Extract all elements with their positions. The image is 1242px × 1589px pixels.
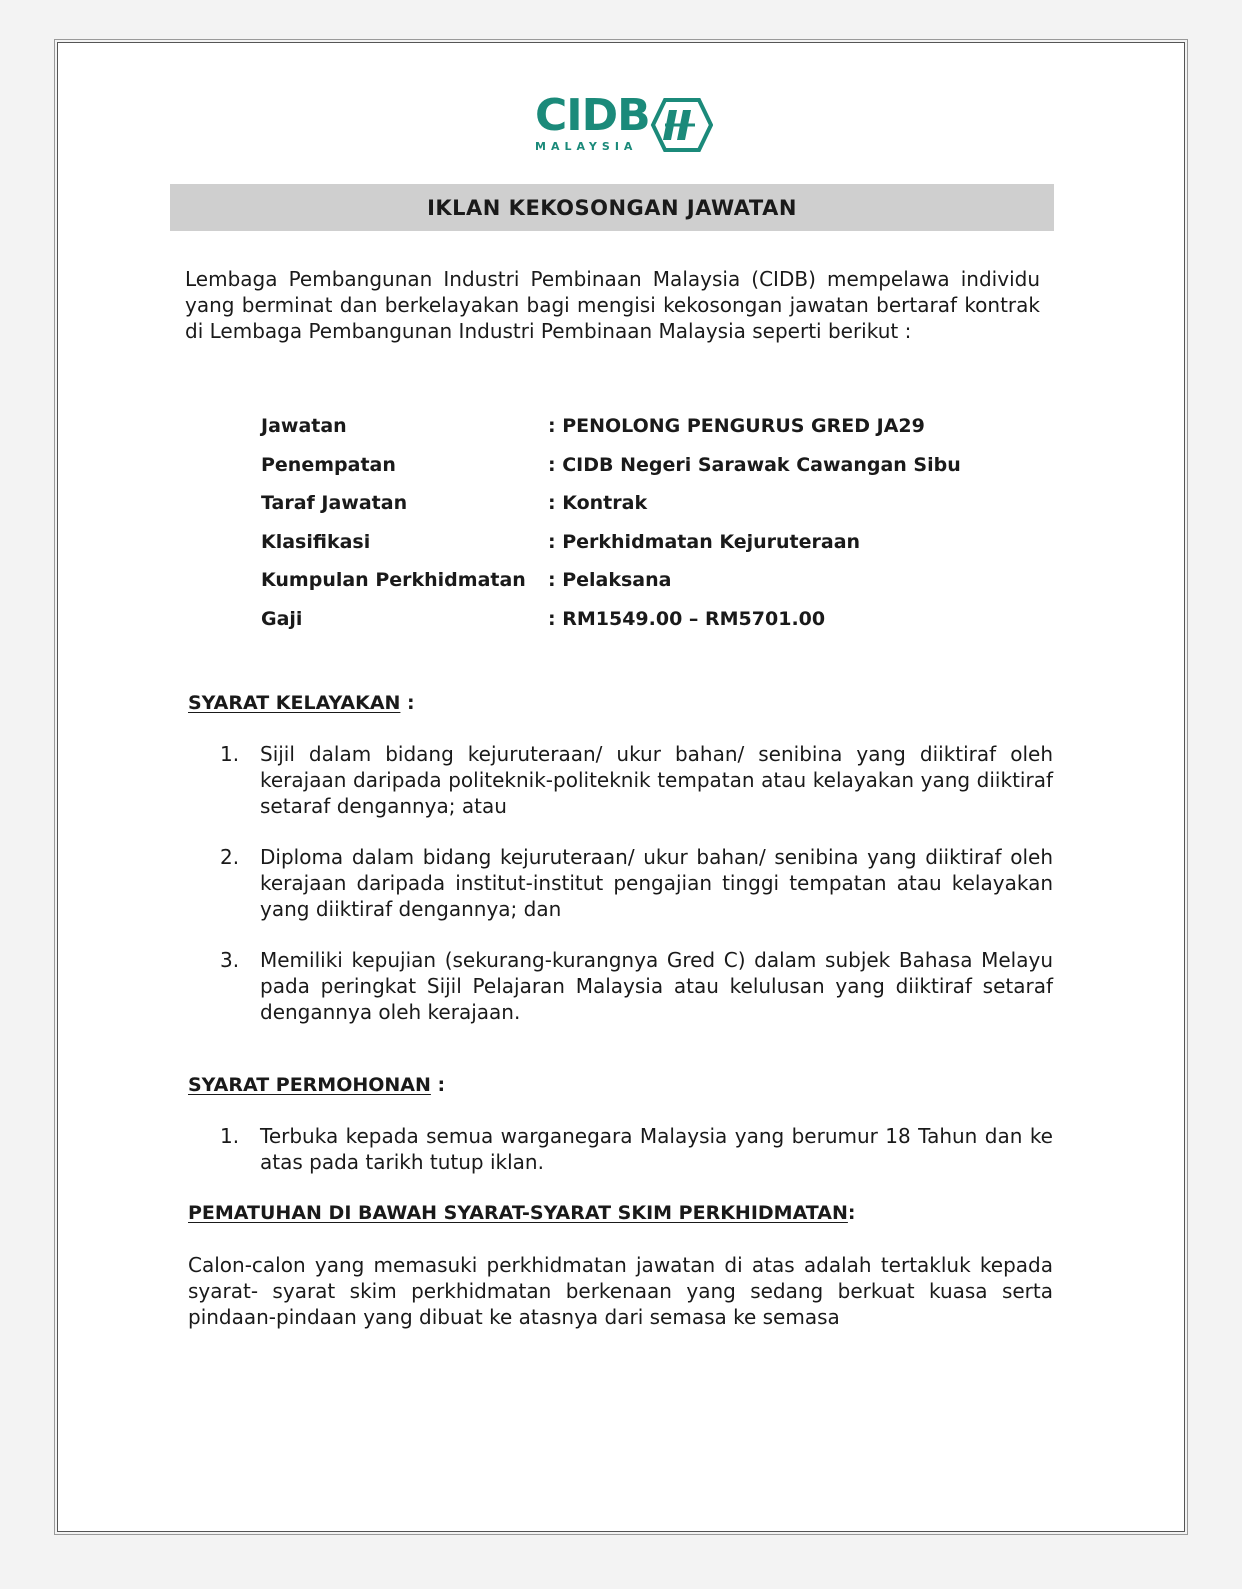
list-number: 2. bbox=[220, 845, 240, 869]
syarat-kelayakan-heading bbox=[188, 690, 415, 716]
detail-row-gaji bbox=[261, 606, 1021, 645]
list-text: Memiliki kepujian (sekurang-kurangnya Gred C) dalam subjek Bahasa Melayu pada peringkat Sijil Pelajaran Malaysia atau kelulusan yang diiktiraf setaraf dengannya oleh kerajaan. bbox=[260, 948, 1053, 1024]
detail-value: : Kontrak bbox=[548, 492, 648, 514]
pematuhan-paragraph: Calon-calon yang memasuki perkhidmatan jawatan di atas adalah tertakluk kepada syarat- syarat skim perkhidmatan berkenaan yang sedang berkuat kuasa serta pindaan-pindaan yang dibuat ke atasnya dari semasa ke semasa bbox=[188, 1253, 1053, 1329]
detail-label: Penempatan bbox=[261, 453, 396, 476]
list-text: Terbuka kepada semua warganegara Malaysia yang berumur 18 Tahun dan ke atas pada tarikh tutup iklan. bbox=[260, 1124, 1053, 1174]
detail-label: Klasifikasi bbox=[261, 530, 371, 553]
job-details-table bbox=[261, 413, 1021, 644]
pematuhan-heading bbox=[188, 1200, 856, 1226]
logo-name: CIDB bbox=[535, 90, 650, 141]
detail-value: : Pelaksana bbox=[548, 569, 672, 591]
detail-row-penempatan bbox=[261, 452, 1021, 491]
detail-value: : Perkhidmatan Kejuruteraan bbox=[548, 530, 861, 553]
detail-value: : PENOLONG PENGURUS GRED JA29 bbox=[548, 415, 925, 437]
detail-label: Kumpulan Perkhidmatan bbox=[261, 569, 526, 591]
syarat-permohonan-list bbox=[220, 1123, 1053, 1175]
detail-label: Jawatan bbox=[261, 415, 347, 437]
cidb-logo bbox=[535, 92, 715, 158]
list-item bbox=[220, 741, 1053, 819]
detail-label: Taraf Jawatan bbox=[261, 492, 408, 514]
detail-row-klasifikasi bbox=[261, 529, 1021, 568]
heading-text: SYARAT KELAYAKAN bbox=[188, 692, 401, 714]
cidb-logo-mark-icon bbox=[647, 96, 713, 154]
logo-subtitle: MALAYSIA bbox=[535, 140, 638, 153]
heading-text: PEMATUHAN DI BAWAH SYARAT-SYARAT SKIM PERKHIDMATAN bbox=[188, 1202, 848, 1224]
intro-paragraph: Lembaga Pembangunan Industri Pembinaan Malaysia (CIDB) mempelawa individu yang berminat dan berkelayakan bagi mengisi kekosongan jawatan bertaraf kontrak di Lembaga Pembangunan Industri Pembinaan Malaysia seperti berikut : bbox=[185, 267, 1040, 343]
heading-suffix: : bbox=[400, 692, 415, 714]
heading-suffix: : bbox=[847, 1202, 856, 1224]
list-number: 1. bbox=[220, 742, 240, 766]
list-item bbox=[220, 844, 1053, 922]
list-number: 3. bbox=[220, 948, 240, 972]
list-text: Sijil dalam bidang kejuruteraan/ ukur bahan/ senibina yang diiktiraf oleh kerajaan daripada politeknik-politeknik tempatan atau kelayakan yang diiktiraf setaraf dengannya; atau bbox=[260, 742, 1053, 818]
detail-row-taraf-jawatan bbox=[261, 490, 1021, 529]
syarat-permohonan-heading bbox=[188, 1072, 445, 1098]
heading-text: SYARAT PERMOHONAN bbox=[188, 1074, 431, 1096]
detail-value: : RM1549.00 – RM5701.00 bbox=[548, 607, 826, 630]
heading-suffix: : bbox=[430, 1074, 446, 1096]
detail-row-kumpulan bbox=[261, 567, 1021, 606]
detail-value: : CIDB Negeri Sarawak Cawangan Sibu bbox=[548, 453, 961, 476]
list-item bbox=[220, 1123, 1053, 1175]
detail-label: Gaji bbox=[261, 607, 303, 630]
syarat-kelayakan-list bbox=[220, 741, 1053, 1025]
list-item bbox=[220, 947, 1053, 1025]
list-text: Diploma dalam bidang kejuruteraan/ ukur bahan/ senibina yang diiktiraf oleh kerajaan daripada institut-institut pengajian tinggi tempatan atau kelayakan yang diiktiraf dengannya; dan bbox=[260, 845, 1053, 921]
list-number: 1. bbox=[220, 1124, 240, 1148]
page-title: IKLAN KEKOSONGAN JAWATAN bbox=[170, 184, 1054, 231]
detail-row-jawatan bbox=[261, 413, 1021, 452]
